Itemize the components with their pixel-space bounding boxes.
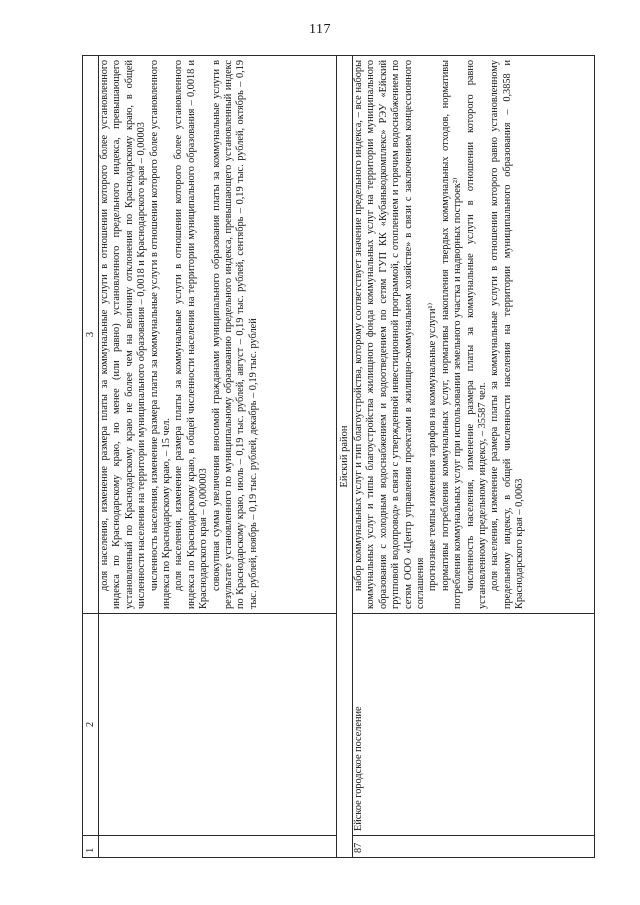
column-header-name: 2 [83,614,99,836]
page-number: 117 [309,22,331,37]
description-paragraph: совокупная сумма увеличения вносимой гражданами муниципального образования платы за коммунальные услуги в результате установленного по муниципальному образованию предельного индекса, превышающего установленный индекс по Краснодарскому краю, июль – 0,19 тыс. рублей, август – 0,19 тыс. рублей, сентябрь – 0,19 тыс. рублей, октябрь – 0,19 тыс. рублей, ноябрь – 0,19 тыс. рублей, декабрь – 0,19 тыс. рублей [210,60,259,609]
table-row-continuation [99,56,337,858]
continuation-name-cell [99,614,337,836]
region-title: Ейский район [337,56,353,858]
description-paragraph: нормативы потребления коммунальных услуг, нормативы накопления твердых коммунальных отходов, нормативы потребления коммунальных услуг при использовании земельного участка и надворных построек²⁾ [439,60,464,609]
rotated-page-content [82,56,594,858]
description-paragraph: доля населения, изменение размера платы за коммунальные услуги в отношении которого равно установленному предельному индексу, в общей численности населения на территории муниципального образования – 0,3858 и Краснодарского края – 0,0063 [489,60,526,609]
entry-name: Ейское городское поселение [353,614,595,836]
description-paragraph: прогнозные темпы изменения тарифов на коммунальные услуги¹⁾ [427,302,439,591]
description-paragraph: набор коммунальных услуг и тип благоустройства, которому соответствует значение предельного индекса, – все наборы коммунальных услуг и типы благоустройства жилищного фонда коммунальных услуг на территории муниципального образования с холодным водоснабжением и водоотведением по сетям ГУП КК «Кубаньводкомплекс» РЭУ «Ейский групповой водопровод» в связи с утвержденной инвестиционной программой, с отоплением и горячим водоснабжением по сетям ООО «Центр управления проектами в жилищно-коммунальном хозяйстве» в связи с заключением концессионного соглашения [353,60,427,609]
description-paragraph: численность населения, изменение размера платы за коммунальные услуги в отношении которого более установленного индекса по Краснодарскому краю, – 15 чел. [148,60,173,609]
description-paragraph: доля населения, изменение размера платы за коммунальные услуги в отношении которого более установленного индекса по Краснодарскому краю, но менее (или равно) установленного предельного индекса, превышающего установленный по Краснодарскому краю не более чем на величину отклонения по Краснодарскому краю, в общей численности населения на территории муниципального образования – 0,0018 и Краснодарского края – 0,00003 [99,60,148,609]
table-header-row [83,56,99,858]
continuation-number-cell [99,836,337,858]
region-title-row [337,56,353,858]
description-paragraph: численность населения, изменение размера платы за коммунальные услуги в отношении которого равно установленному предельному индексу, – 35587 чел. [464,60,489,609]
entry-description-cell [353,56,595,614]
indices-table [82,55,595,858]
entry-number: 87 [353,836,595,858]
continuation-description-cell [99,56,337,614]
description-paragraph: доля населения, изменение размера платы за коммунальные услуги в отношении которого более установленного индекса по Краснодарскому краю, в общей численности населения на территории муниципального образования – 0,0018 и Краснодарского края – 0,000003 [173,60,210,609]
column-header-description: 3 [83,56,99,614]
column-header-number: 1 [83,836,99,858]
table-row-entry [353,56,595,858]
